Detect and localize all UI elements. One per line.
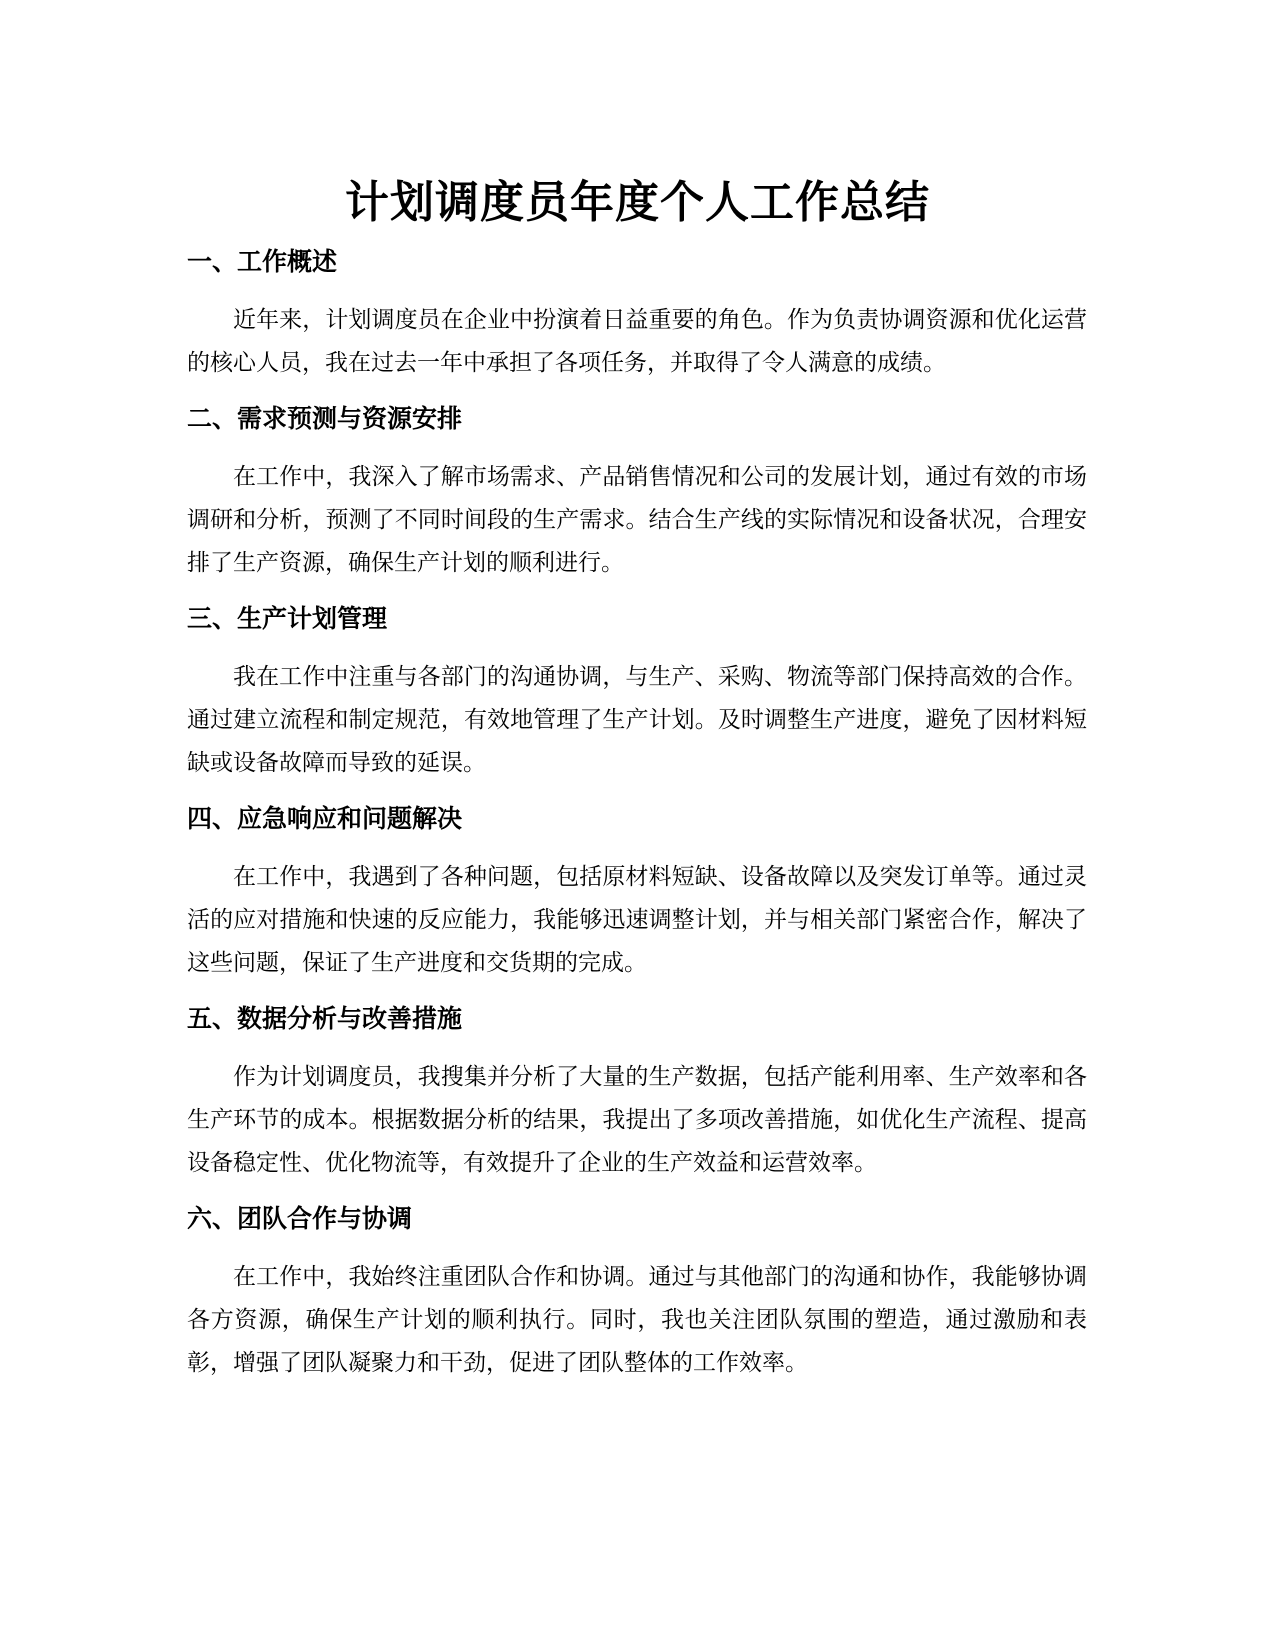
section-emergency-response	[187, 802, 1087, 985]
section-paragraph: 我在工作中注重与各部门的沟通协调，与生产、采购、物流等部门保持高效的合作。通过建立流程和制定规范，有效地管理了生产计划。及时调整生产进度，避免了因材料短缺或设备故障而导致的延误。	[187, 664, 1087, 776]
section-paragraph: 作为计划调度员，我搜集并分析了大量的生产数据，包括产能利用率、生产效率和各生产环节的成本。根据数据分析的结果，我提出了多项改善措施，如优化生产流程、提高设备稳定性、优化物流等，有效提升了企业的生产效益和运营效率。	[187, 1064, 1087, 1176]
section-heading: 四、应急响应和问题解决	[187, 804, 463, 833]
section-heading: 一、工作概述	[187, 247, 338, 276]
section-demand-forecast	[187, 402, 1087, 585]
section-overview	[187, 245, 1087, 385]
section-paragraph: 在工作中，我遇到了各种问题，包括原材料短缺、设备故障以及突发订单等。通过灵活的应对措施和快速的反应能力，我能够迅速调整计划，并与相关部门紧密合作，解决了这些问题，保证了生产进度和交货期的完成。	[187, 864, 1087, 976]
section-production-planning	[187, 602, 1087, 785]
section-heading: 六、团队合作与协调	[187, 1204, 413, 1233]
section-heading: 三、生产计划管理	[187, 604, 388, 633]
section-teamwork	[187, 1202, 1087, 1385]
document-body	[187, 245, 1087, 1402]
section-paragraph: 在工作中，我深入了解市场需求、产品销售情况和公司的发展计划，通过有效的市场调研和分析，预测了不同时间段的生产需求。结合生产线的实际情况和设备状况，合理安排了生产资源，确保生产计划的顺利进行。	[187, 464, 1087, 576]
section-heading: 二、需求预测与资源安排	[187, 404, 463, 433]
document-title: 计划调度员年度个人工作总结	[345, 177, 930, 229]
section-paragraph: 在工作中，我始终注重团队合作和协调。通过与其他部门的沟通和协作，我能够协调各方资源，确保生产计划的顺利执行。同时，我也关注团队氛围的塑造，通过激励和表彰，增强了团队凝聚力和干劲，促进了团队整体的工作效率。	[187, 1264, 1087, 1376]
section-data-analysis	[187, 1002, 1087, 1185]
section-heading: 五、数据分析与改善措施	[187, 1004, 463, 1033]
section-paragraph: 近年来，计划调度员在企业中扮演着日益重要的角色。作为负责协调资源和优化运营的核心人员，我在过去一年中承担了各项任务，并取得了令人满意的成绩。	[187, 307, 1087, 376]
